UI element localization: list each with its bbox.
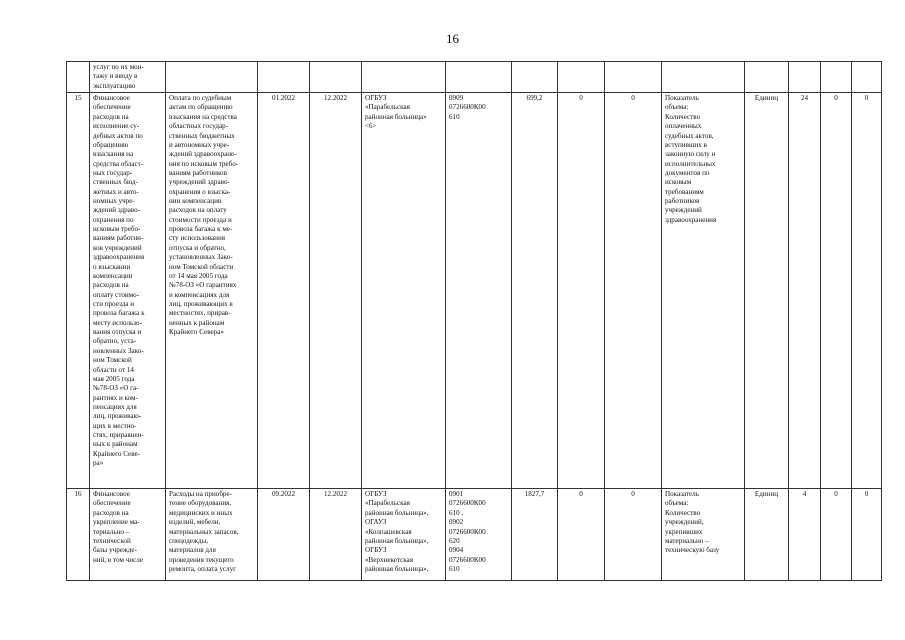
- executor: ОГБУЗ «Парабельская районная больница», ОГАУЗ «Колпашевская районная больница», ОГБУЗ «Верхнекетская районная больница»,: [362, 489, 446, 581]
- indicator: Показатель объема: Количество оплаченных судебных актов, вступивших в законную силу и исполнительных документов по исковым требованиям работников учреждений здравоохранения: [662, 93, 745, 489]
- value-year-2: [558, 62, 605, 93]
- indicator-value-2: 0: [821, 489, 852, 581]
- measure-name: Финансовое обеспечение расходов на укрепление ма- териально – технической базы учрежде- ний, в том числе: [90, 489, 166, 581]
- end-date: 12.2022: [310, 489, 362, 581]
- value-year-3: 0: [605, 93, 662, 489]
- page-number: 16: [446, 31, 459, 46]
- start-date: 01.2022: [258, 93, 310, 489]
- value-year-2: 0: [558, 489, 605, 581]
- measure-description: [166, 62, 258, 93]
- end-date: [310, 62, 362, 93]
- indicator-value-1: 4: [789, 489, 821, 581]
- program-table: [66, 61, 882, 581]
- unit: Единиц: [745, 489, 789, 581]
- table-row: [67, 489, 882, 581]
- row-number: 15: [67, 93, 90, 489]
- start-date: 09.2022: [258, 489, 310, 581]
- indicator: Показатель объема: Количество учреждений, укрепивших материально – техническую базу: [662, 489, 745, 581]
- unit: [745, 62, 789, 93]
- row-number: [67, 62, 90, 93]
- measure-name: Финансовое обеспечение расходов на исполнение су- дебных актов по обращению взыскания на средства област- ных государ- ственных бюд- жетных и авто- номных учре- ждений здраво- охранения по исковым требо- ваниям работни- ков учреждений здравоохранения о взыскании компенсации расходов на оплату стоимо- сти проезда и провоза багажа к месту использо- вания отпуска и обратно, уста- новленных Зако- ном Томской области от 14 мая 2005 года №78-ОЗ «О га- рантиях и ком- пенсациях для лиц, проживаю- щих в местно- стях, приравнен- ных к районам Крайнего Севе- ра»: [90, 93, 166, 489]
- budget-code: 0909 0726600К00 610: [446, 93, 512, 489]
- indicator-value-1: 24: [789, 93, 821, 489]
- executor: ОГБУЗ «Парабельская районная больница» <6>: [362, 93, 446, 489]
- table-row: [67, 62, 882, 93]
- indicator-value-2: 0: [821, 93, 852, 489]
- value-year-2: 0: [558, 93, 605, 489]
- amount: [512, 62, 558, 93]
- unit: Единиц: [745, 93, 789, 489]
- budget-code: 0901 0726600К00 610 , 0902 0726600К00 620 0904 0726600К00 610: [446, 489, 512, 581]
- indicator-value-2: [821, 62, 852, 93]
- measure-description: Расходы на приобре- тение оборудования, медицинских и иных изделий, мебели, материальных запасов, спецодежды, материалов для проведения текущего ремонта, оплата услуг: [166, 489, 258, 581]
- executor: [362, 62, 446, 93]
- value-year-3: [605, 62, 662, 93]
- start-date: [258, 62, 310, 93]
- indicator-value-3: [852, 62, 882, 93]
- end-date: 12.2022: [310, 93, 362, 489]
- amount: 699,2: [512, 93, 558, 489]
- value-year-3: 0: [605, 489, 662, 581]
- row-number: 16: [67, 489, 90, 581]
- amount: 1827,7: [512, 489, 558, 581]
- indicator: [662, 62, 745, 93]
- indicator-value-1: [789, 62, 821, 93]
- table-row: [67, 93, 882, 489]
- indicator-value-3: 0: [852, 93, 882, 489]
- measure-name: услуг по их мон- тажу и вводу в эксплуатацию: [90, 62, 166, 93]
- budget-code: [446, 62, 512, 93]
- measure-description: Оплата по судебным актам по обращению взыскания на средства областных государ- ственных бюджетных и автономных учре- ждений здравоохране- ния по исковым требо- ваниям работников учреждений здраво- охранения о взыска- нии компенсации расходов на оплату стоимости проезда и провоза багажа к ме- сту использования отпуска и обратно, установленных Зако- ном Томской области от 14 мая 2005 года №78-ОЗ «О гарантиях и компенсациях для лиц, проживающих в местностях, прирав- ненных к районам Крайнего Севера»: [166, 93, 258, 489]
- indicator-value-3: 0: [852, 489, 882, 581]
